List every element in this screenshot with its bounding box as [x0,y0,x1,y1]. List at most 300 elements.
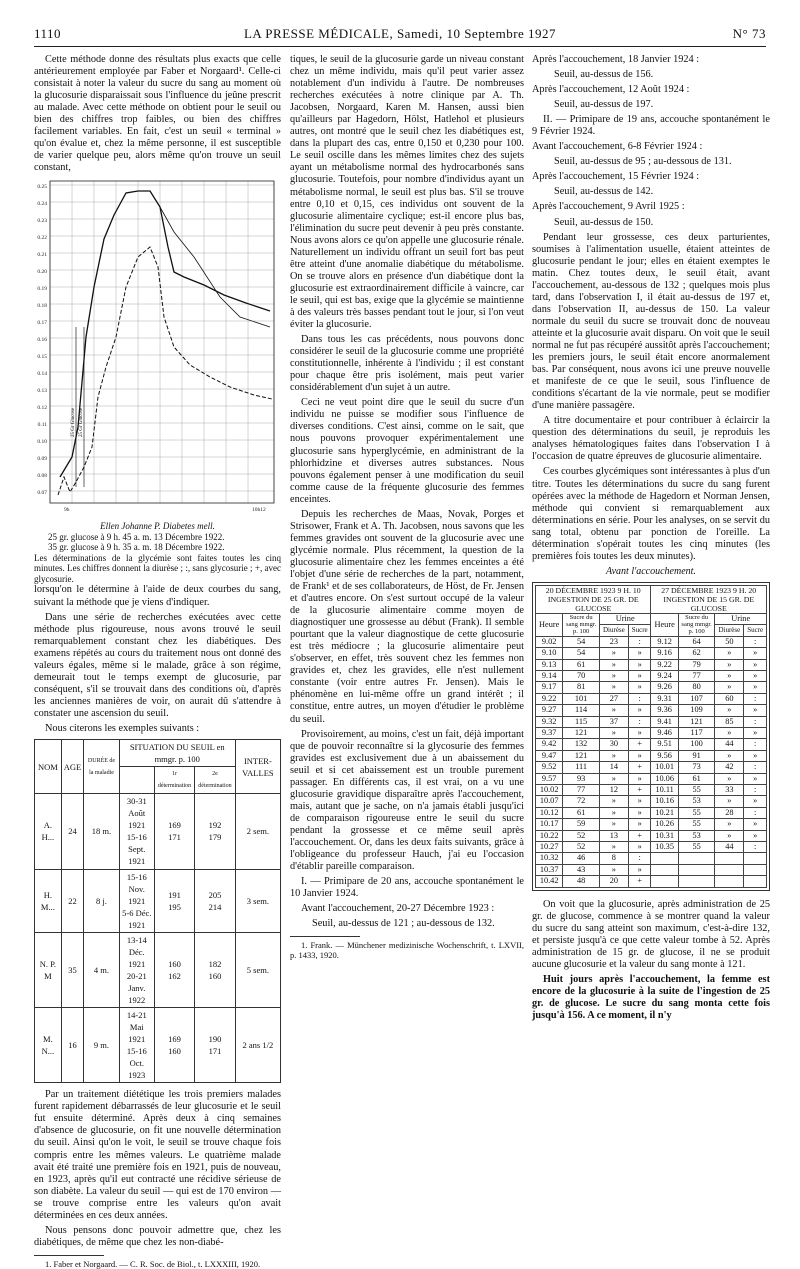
caption-line: 35 gr. glucose à 9 h. 35 a. m. 18 Décembre 1922. [48,542,225,553]
table-cell: 44 [715,842,744,853]
case-line: Avant l'accouchement, 6-8 Février 1924 : [532,141,703,153]
paragraph: Ceci ne veut point dire que le seuil du sucre d'un individu ne puisse se modifier sous l'influence de diverses conditions. C'est ainsi, comme on le sait, que nous pouvons provoquer expérimentalement une glucosurie sans hyperglycémie, en administrant de la phlorhidzine et diverses autres substances. Nous pouvons également penser à une modification du seuil comme cause de la fréquente glucosurie des femmes enceintes. [290,397,524,505]
table-cell: 101 [563,693,600,704]
case-line: Seuil, au-dessus de 156. [554,69,654,81]
col-header: 20 DÉCEMBRE 1923 9 H. 10 INGESTION DE 25 GR. DE GLUCOSE [536,585,651,613]
table-cell: » [744,830,767,841]
case-heading: I. — Primipare de 20 ans, accouche spontanément le 10 Janvier 1924. [290,876,524,900]
table-cell: » [744,648,767,659]
issue-number: N° 73 [732,26,766,41]
table-cell: 48 [563,876,600,887]
table-cell: » [744,796,767,807]
table-cell: + [628,762,651,773]
page-number: 1110 [34,26,62,41]
table-cell: 121 [678,716,715,727]
table-cell: » [628,864,651,875]
table-cell: 9.13 [536,659,563,670]
table-cell: 55 [678,807,715,818]
table-cell: 9.17 [536,682,563,693]
table-cell: 109 [678,705,715,716]
table-cell: 61 [563,659,600,670]
table-row [536,693,767,704]
col-header: Sucre [628,625,651,636]
dose-label-b: 25 Gr Glucose [79,408,84,438]
y-tick: 0.21 [37,252,47,259]
table-row [536,819,767,830]
curve-first [60,191,270,477]
table-cell: 121 [563,750,600,761]
y-tick: 0.14 [37,371,47,378]
table-cell: 107 [678,693,715,704]
table-cell: » [628,727,651,738]
col-header: Heure [651,613,678,636]
table-cell: » [715,830,744,841]
table-cell: + [628,739,651,750]
paragraph: tiques, le seuil de la glucosurie garde un niveau constant chez un même individu, mais qu'il peut varier assez notablement d'un individu à l'autre. De nombreuses recherches exécutées à notre clinique par A. Th. Jacobsen, Norgaard, Karen M. Hansen, aussi bien qu'ailleurs par Hagedorn, Hölst, Hatlehol et plusieurs autres, ont montré que le seuil chez les diabétiques est, dans la plupart des cas, entre 0,150 et 0,230 pour 100. Le seuil oscille dans les mêmes limites chez des sujets ayant un métabolisme normal des hydrocarbonés sans glucosurie. Toutefois, pour nombre d'individus ayant un métabolisme normal, le seuil est plus bas. S'il se trouve entre 0,10 et 0,15, ces individus ont souvent de la glucosurie alimentaire cyclique; est-il encore plus bas, l'élimination du sucre peut devenir à peu près constante. Nous avons alors ce qu'on appelle une glucosurie rénale. Naturellement un individu offrant un seuil fort bas peut être atteint d'une anomalie diabétique du métabolisme. On se trouve alors en présence d'un diabétique dont la glucosurie est extraordinairement difficile à vaincre, car le seuil, qui est bas, exige que la glycémie se maintienne à des valeurs très basses pendant tout le jour, si l'on veut éviter la glucosurie. [290,54,524,331]
table-cell: 61 [563,807,600,818]
paragraph: On voit que la glucosurie, après administration de 25 gr. de glucose, commence à se montrer quand la valeur du sucre du sang atteint son maximum, c'est-à-dire 132, et persiste jusqu'à ce que cette valeur tombe à 52. Après administration de 15 gr. de glucose, il ne se produit aucune glucosurie et la valeur du sang monte à 121. [532,898,770,970]
table-cell: 53 [678,796,715,807]
running-header [34,26,766,44]
table-cell: » [628,670,651,681]
table-cell: » [628,796,651,807]
table-cell: 9.26 [651,682,678,693]
table-cell [678,876,715,887]
table-cell: 9.56 [651,750,678,761]
table-cell: » [715,705,744,716]
y-tick: 0.09 [37,456,47,463]
table-cell: 37 [599,716,628,727]
table-cell: 9.42 [536,739,563,750]
table-cell: 114 [563,705,600,716]
table-cell: 72 [563,796,600,807]
table-cell [744,876,767,887]
table-cell: 55 [678,784,715,795]
table-row [536,739,767,750]
table-cell: 23 [599,636,628,647]
table-cell: » [599,648,628,659]
table-cell: 52 [563,830,600,841]
table-cell: 9.22 [651,659,678,670]
table-cell: » [599,727,628,738]
y-tick: 0.15 [37,354,47,361]
table-cell: » [599,842,628,853]
col-header: 27 DÉCEMBRE 1923 9 H. 20 INGESTION DE 15 GR. DE GLUCOSE [651,585,767,613]
table-cell: 9.36 [651,705,678,716]
table-cell: 132 [563,739,600,750]
y-tick: 0.23 [37,218,47,225]
table-caption: Avant l'accouchement. [606,565,696,577]
caption-line: 25 gr. glucose à 9 h. 45 a. m. 13 Décembre 1922. [48,531,225,542]
journal-title: LA PRESSE MÉDICALE, Samedi, 10 Septembre 1927 [243,26,557,41]
table-row [536,864,767,875]
table-cell: » [715,648,744,659]
table-cell: » [715,682,744,693]
table-cell: » [628,819,651,830]
table-cell: » [715,796,744,807]
table-cell: » [715,773,744,784]
table-cell: » [628,648,651,659]
table-cell: » [628,659,651,670]
table-cell: 10.37 [536,864,563,875]
table-row [536,762,767,773]
col-header: DURÉE de la maladie [84,740,119,794]
table-cell: 100 [678,739,715,750]
case-line: Seuil, au-dessus de 142. [554,186,654,198]
table-cell: 9.37 [536,727,563,738]
paragraph: Cette méthode donne des résultats plus exacts que celle antérieurement employée par Faber et Norgaard¹. Celle-ci consistait à noter la valeur du sucre du sang au moment où la glucosurie disparaissait sous l'influence du jeûne prescrit au malade. Avec cette méthode on obtient pour le seuil ou bien des chiffres trop faibles, ou bien des chiffres facilement variables. En fait, c'est un seuil « terminal » qu'on évalue et, chez la même personne, il est susceptible de varier quelque peu, alors même qu'on trouve un seuil constant, [34,54,281,174]
y-tick: 0.20 [37,269,47,276]
y-tick: 0.13 [37,388,47,395]
table-cell: 10.17 [536,819,563,830]
table-cell: 9.24 [651,670,678,681]
table-cell: » [744,773,767,784]
glycemia-table [535,585,767,888]
x-label-left: 9h [64,507,70,514]
table-cell: » [628,773,651,784]
table-cell: : [628,853,651,864]
table-cell: : [744,807,767,818]
glycemia-figure [34,177,281,517]
case-line: Après l'accouchement, 12 Août 1924 : [532,84,690,96]
table-cell: : [744,784,767,795]
table-cell [651,876,678,887]
table-cell: » [744,659,767,670]
table-cell [678,864,715,875]
x-label-right: 10h12 [252,507,266,514]
table-cell: 30 [599,739,628,750]
table-cell: + [628,876,651,887]
table-row [536,853,767,864]
dose-label-a: 25 Gr Glucose [71,408,76,438]
table-cell: 10.12 [536,807,563,818]
table-cell: : [744,716,767,727]
table-cell: 9.10 [536,648,563,659]
table-cell: 9.46 [651,727,678,738]
paragraph: lorsqu'on le détermine à l'aide de deux courbes du sang, suivant la méthode que je viens d'indiquer. [34,584,281,608]
table-cell: 10.26 [651,819,678,830]
paragraph: Pendant leur grossesse, ces deux parturientes, soumises à l'alimentation usuelle, étaient atteintes de glucosurie pendant le jour; elles en étaient exemptes le matin. Chez toutes deux, le seuil était, avant l'accouchement, au-dessous de 132 ; quelques mois plus tard, dans l'observation I, il était au-dessus de 197 et, dans l'observation II, au-dessus de 150. La valeur normale du seuil du sucre se trouvait donc de nouveau atteinte et la glucosurie avait disparu. On voit que le seuil normal ne fut pas récupéré aussitôt après l'accouchement; les premiers jours, le seuil était encore anormalement bas. Par conséquent, nous avons ici une preuve nouvelle et manifeste de ce que le seuil, sous l'influence de conditions s'écartant de la vie normale, peut se modifier d'une manière passagère. [532,231,770,412]
table-cell: 9.22 [536,693,563,704]
table-cell: 55 [678,819,715,830]
paragraph: Nous pensons donc pouvoir admettre que, chez les diabétiques, de même que chez les non-diabé- [34,1224,281,1248]
col-header: Diurèse [715,625,744,636]
table-cell: 42 [715,762,744,773]
curve-second [58,247,272,495]
col-header: Heure [536,613,563,636]
threshold-table [34,739,281,1083]
table-row [536,648,767,659]
paragraph: Par un traitement diététique les trois premiers malades furent rapidement débarrassés de leur glucosurie et le seuil fut ensuite déterminé. Après deux à cinq semaines d'absence de glucosurie, on fit une nouvelle détermination du seuil. Ainsi qu'on le voit, le seuil se trouve chaque fois compris entre les mêmes valeurs. Le quatrième malade avait été traité une première fois en 1921, puis de nouveau, en 1923, après qu'il eut contracté une récidive sérieuse de son diabète. La valeur du seuil — qui est de 170 environ — se trouve comprise entre les valeurs qu'on avait déterminées en ces deux années. [34,1089,281,1221]
table-cell: 10.01 [651,762,678,773]
table-cell: 62 [678,648,715,659]
table-cell: 10.27 [536,842,563,853]
caption-title: Ellen Johanne P. Diabetes mell. [100,521,215,532]
table-cell: 46 [563,853,600,864]
case-line: Seuil, au-dessus de 95 ; au-dessous de 131. [554,156,732,168]
table-cell: » [744,819,767,830]
footnote-rule [34,1255,104,1256]
table-cell: : [744,739,767,750]
table-cell: 9.27 [536,705,563,716]
table-cell: 10.11 [651,784,678,795]
paragraph: Dans une série de recherches exécutées avec cette méthode plus rigoureuse, nous avons trouvé le seuil remarquablement constant chez les diabétiques. Des examens répétés au cours du traitement nous ont donné des valeurs égales, même si le malade, grâce à son régime, demeurait tout le temps exempt de glucosurie, par conséquent, s'il se trouvait dans des conditions où, d'après les anciennes manières de voir, on aurait dû s'attendre à constater une ascension du seuil. [34,611,281,719]
header-rule [34,46,766,47]
table-cell [744,864,767,875]
table-cell: 9.41 [651,716,678,727]
table-cell: 61 [678,773,715,784]
table-cell: 10.32 [536,853,563,864]
table-cell: 14 [599,762,628,773]
table-cell [715,864,744,875]
table-cell: 9.32 [536,716,563,727]
y-tick: 0.16 [37,337,47,344]
table-cell: » [599,807,628,818]
table-cell: 9.47 [536,750,563,761]
table-cell: 9.51 [651,739,678,750]
table-cell [678,853,715,864]
table-cell: » [599,819,628,830]
table-cell: 44 [715,739,744,750]
column-2 [290,54,524,960]
col-header: 1r détermination [154,767,194,794]
table-cell: 20 [599,876,628,887]
y-tick: 0.12 [37,405,47,412]
case-line: Seuil, au-dessus de 197. [554,99,654,111]
table-cell: 81 [563,682,600,693]
table-cell: 54 [563,648,600,659]
table-cell: 33 [715,784,744,795]
paragraph: A titre documentaire et pour contribuer à éclaircir la question des déterminations du seuil, je reproduis les analyses hématologiques faites dans l'observation I à l'occasion de quatre épreuves de glucosurie alimentaire. [532,415,770,463]
table-cell: » [628,750,651,761]
table-cell: » [715,750,744,761]
table-cell: 59 [563,819,600,830]
col-header: Sucre du sang mmgr. p. 100 [563,613,600,636]
paragraph: Nous citerons les exemples suivants : [45,722,200,734]
col-header: INTER-VALLES [235,740,280,794]
table-row [536,773,767,784]
table-row [536,784,767,795]
table-row [536,796,767,807]
table-cell: » [715,659,744,670]
table-cell: » [744,670,767,681]
table-cell: » [715,670,744,681]
col-header: Sucre du sang mmgr. p. 100 [678,613,715,636]
column-1 [34,54,281,1269]
y-tick: 0.11 [37,422,47,429]
table-row [536,682,767,693]
table-row [536,716,767,727]
curve-third [160,207,270,327]
table-cell: » [744,682,767,693]
table-cell: » [599,670,628,681]
table-cell [651,864,678,875]
table-cell: 27 [599,693,628,704]
col-header: SITUATION DU SEUIL en mmgr. p. 100 [119,740,235,767]
y-tick: 0.24 [37,201,47,208]
y-tick: 0.08 [37,473,47,480]
col-header: AGE [61,740,83,794]
table-cell: 10.02 [536,784,563,795]
y-tick: 0.10 [37,439,47,446]
table-cell: 9.57 [536,773,563,784]
paragraph: Depuis les recherches de Maas, Novak, Porges et Strisower, Frank et A. Th. Jacobsen, nous savons que les femmes gravides ont souvent de la glucosurie avec une glycémie normale. Plus récemment, la question de la glucosurie alimentaire chez les femmes enceintes a été l'objet d'une série de recherches de la part, notamment, de Frank¹ et de ses collaborateurs, de Höst, de Fr. Jensen et d'autres encore. On s'est surtout occupé de la valeur de la glucosurie alimentaire comme moyen de diagnostiquer une grossesse au début (Frank). Il semble pourtant que la valeur diagnostique de cette glucosurie est très médiocre ; la glucosurie alimentaire peut s'observer, en effet, très souvent chez les femmes non gravides et, chez les gravides, elle n'est nullement constante (voir entre autres Fr. Jensen). Mais le phénomène en lui-même offre un grand intérêt ; il constitue, entre autres, un moyen d'étudier le problème du seuil. [290,508,524,725]
table-cell: : [744,842,767,853]
table-row [536,750,767,761]
y-tick: 0.17 [37,320,47,327]
glycemia-chart [34,177,281,517]
col-header: NOM [35,740,62,794]
table-cell: » [628,842,651,853]
table-cell: » [599,659,628,670]
table-cell: 79 [678,659,715,670]
table-cell: » [744,750,767,761]
table-cell: » [599,796,628,807]
table-cell: 9.14 [536,670,563,681]
table-row [536,842,767,853]
table-cell: 70 [563,670,600,681]
table-row: N. P. M 35 4 m. 13-14 Déc. 1921 20-21 Janv. 1922 160 162 182 160 5 sem. [35,932,281,1007]
table-cell: 10.06 [651,773,678,784]
col-header: Urine [599,613,651,624]
table-cell: 77 [678,670,715,681]
y-tick: 0.07 [37,490,47,497]
table-cell: 91 [678,750,715,761]
case-line: Après l'accouchement, 9 Avril 1925 : [532,201,685,213]
table-cell: 115 [563,716,600,727]
figure-caption [34,521,281,584]
table-row [536,807,767,818]
table-row [536,830,767,841]
table-cell: 77 [563,784,600,795]
caption-note: Les déterminations de la glycémie sont faites toutes les cinq minutes. Les chiffres donnent la diurèse ; :, sans glycosurie ; +, avec glycosurie. [34,552,281,584]
table-cell: 55 [678,842,715,853]
table-cell: 9.31 [651,693,678,704]
table-cell [715,853,744,864]
case-line: Après l'accouchement, 18 Janvier 1924 : [532,54,700,65]
table-cell: 9.02 [536,636,563,647]
paragraph: Dans tous les cas précédents, nous pouvons donc considérer le seuil de la glucosurie comme une propriété constitutionnelle, inhérente à l'individu ; il est constant pour chaque être pris isolément, mais peut varier considérablement d'un sujet à un autre. [290,334,524,394]
table-row: M. N... 16 9 m. 14-21 Mai 1921 15-16 Oct. 1923 169 160 190 171 2 ans 1/2 [35,1008,281,1083]
table-cell: 12 [599,784,628,795]
table-cell: 10.07 [536,796,563,807]
footnote-rule [290,936,360,937]
y-tick: 0.19 [37,286,47,293]
table-cell: 10.16 [651,796,678,807]
y-tick: 0.25 [37,184,47,191]
table-cell: 117 [678,727,715,738]
table-cell: 80 [678,682,715,693]
table-cell: : [744,636,767,647]
table-cell: 111 [563,762,600,773]
table-cell: » [744,727,767,738]
table-cell: 52 [563,842,600,853]
table-cell: 9.12 [651,636,678,647]
table-cell: 9.16 [651,648,678,659]
footnote: 1. Faber et Norgaard. — C. R. Soc. de Biol., t. LXXXIII, 1920. [45,1258,261,1269]
table-row [536,670,767,681]
case-line: Avant l'accouchement, 20-27 Décembre 1923 : [301,903,495,915]
paragraph: Ces courbes glycémiques sont intéressantes à plus d'un titre. Toutes les déterminations du sucre du sang furent opérées avec la méthode de Hagedorn et Norman Jensen, méthode qui convient si remarquablement aux déterminations en série. Pour les analyses, on se servit du sang total, obtenu par ponction de l'oreille. La détermination s'opérait toutes les cinq minutes (les premières fois toutes les deux minutes). [532,466,770,562]
table-cell [715,876,744,887]
table-cell: » [599,705,628,716]
table-cell [651,853,678,864]
table-cell: 121 [563,727,600,738]
case-line: Après l'accouchement, 15 Février 1924 : [532,171,700,183]
table-row [536,876,767,887]
paragraph: Huit jours après l'accouchement, la femme est encore de la glucosurie à la suite de l'ingestion de 25 gr. de glucose. Le sucre du sang monta cette fois jusqu'à 156. A ce moment, il n'y [532,973,770,1022]
table-cell [744,853,767,864]
case-heading: II. — Primipare de 19 ans, accouche spontanément le 9 Février 1924. [532,114,770,138]
table-cell: » [628,807,651,818]
table-cell: 50 [715,636,744,647]
table-cell: » [628,682,651,693]
table-cell: 10.22 [536,830,563,841]
table-cell: » [599,750,628,761]
table-cell: + [628,830,651,841]
table-cell: 10.21 [651,807,678,818]
column-3 [532,54,770,1025]
table-cell: 93 [563,773,600,784]
table-cell: » [628,705,651,716]
table-row [536,727,767,738]
table-cell: : [744,762,767,773]
table-cell: 10.42 [536,876,563,887]
table-cell: 28 [715,807,744,818]
table-cell: : [628,693,651,704]
table-cell: » [599,682,628,693]
col-header: Diurèse [599,625,628,636]
table-cell: 10.31 [651,830,678,841]
table-row: A. H... 24 18 m. 30-31 Août 1921 15-16 Sept. 1921 169 171 192 179 2 sem. [35,794,281,869]
case-line: Seuil, au-dessus de 150. [554,216,654,228]
y-tick: 0.22 [37,235,47,242]
col-header: 2e détermination [195,767,236,794]
table-cell: + [628,784,651,795]
table-cell: 60 [715,693,744,704]
table-cell: 53 [678,830,715,841]
table-cell: 64 [678,636,715,647]
col-header: Urine [715,613,767,624]
table-cell: 10.35 [651,842,678,853]
table-cell: : [628,636,651,647]
table-cell: : [744,693,767,704]
table-cell: 85 [715,716,744,727]
table-cell: 73 [678,762,715,773]
table-cell: » [715,819,744,830]
case-line: Seuil, au-dessus de 121 ; au-dessous de 132. [312,918,495,930]
glycemia-table-frame [532,582,770,891]
table-row: H. M... 22 8 j. 15-16 Nov. 1921 5-6 Déc. 1921 191 195 205 214 3 sem. [35,869,281,932]
table-cell: 13 [599,830,628,841]
table-cell: » [599,773,628,784]
paragraph: Provisoirement, au moins, c'est un fait, déjà important que de pouvoir reconnaître si la glycosurie des femmes gravides est exclusivement due à un abaissement du seuil et si cet abaissement est un trouble purement passager. En différents cas, il est vrai, on a vu une glucosurie gravidique disparaître après l'accouchement, mais, autant que je sache, on n'a jamais établi jusqu'ici de comparaison rigoureuse entre le seuil du sucre pendant la grossesse et ce même seuil après l'accouchement. Or, dans les deux faits suivants, grâce à l'obligeance du professeur Hauch, j'ai eu l'occasion d'établir pareille comparaison. [290,728,524,873]
table-cell: 9.52 [536,762,563,773]
table-cell: 54 [563,636,600,647]
col-header: Sucre [744,625,767,636]
table-row [536,705,767,716]
footnote: 1. Frank. — Münchener medizinische Wochenschrift, t. LXVII, p. 1433, 1920. [290,940,524,961]
table-row [536,659,767,670]
table-cell: » [599,864,628,875]
table-cell: : [628,716,651,727]
y-tick: 0.18 [37,303,47,310]
table-cell: » [744,705,767,716]
table-row [536,636,767,647]
table-cell: 43 [563,864,600,875]
table-cell: 8 [599,853,628,864]
table-cell: » [715,727,744,738]
